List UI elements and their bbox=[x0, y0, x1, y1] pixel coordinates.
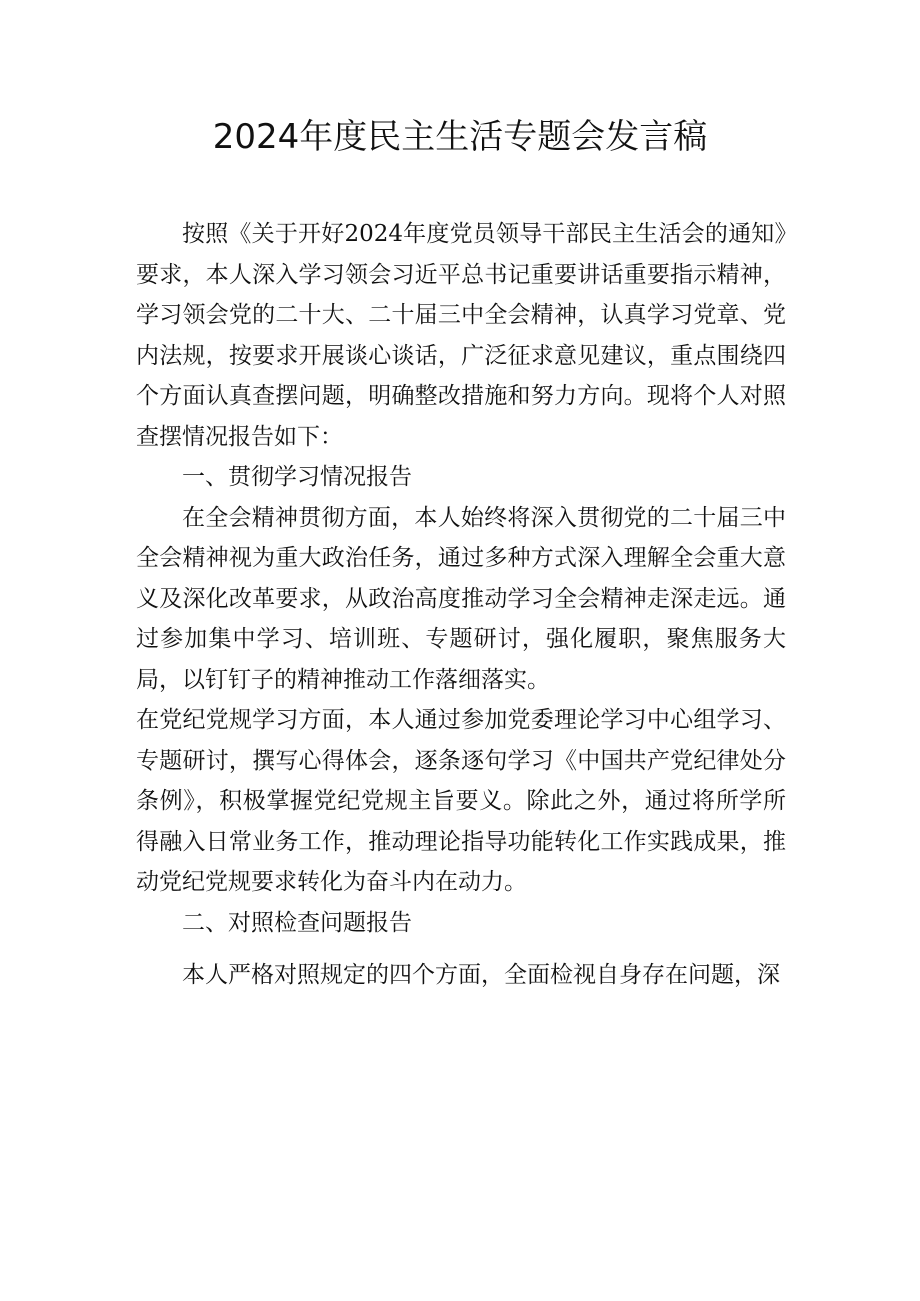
section-heading-2: 二、对照检查问题报告 bbox=[182, 909, 412, 936]
paragraph-intro: 按照《关于开好2024年度党员领导干部民主生活会的通知》要求，本人深入学习领会习近平总书记重要讲话重要指示精神，学习领会党的二十大、二十届三中全会精神，认真学习党章、党内法规，按要求开展谈心谈话，广泛征求意见建议，重点围绕四个方面认真查摆问题，明确整改措施和努力方向。现将个人对照查摆情况报告如下： bbox=[136, 221, 786, 450]
document-body bbox=[136, 214, 786, 996]
paragraph-plenary-spirit: 在全会精神贯彻方面，本人始终将深入贯彻党的二十届三中全会精神视为重大政治任务，通过多种方式深入理解全会重大意义及深化改革要求，从政治高度推动学习全会精神走深走远。通过参加集中学习、培训班、专题研讨，强化履职，聚焦服务大局，以钉钉子的精神推动工作落细落实。 bbox=[136, 504, 786, 693]
section-heading-1: 一、贯彻学习情况报告 bbox=[182, 464, 412, 490]
document-title: 2024年度民主生活专题会发言稿 bbox=[212, 117, 708, 157]
paragraph-party-discipline: 在党纪党规学习方面，本人通过参加党委理论学习中心组学习、专题研讨，撰写心得体会，逐条逐句学习《中国共产党纪律处分条例》，积极掌握党纪党规主旨要义。除此之外，通过将所学所得融入日常业务工作，推动理论指导功能转化工作实践成果，推动党纪党规要求转化为奋斗内在动力。 bbox=[136, 707, 786, 895]
paragraph-self-check: 本人严格对照规定的四个方面，全面检视自身存在问题，深 bbox=[182, 962, 780, 988]
